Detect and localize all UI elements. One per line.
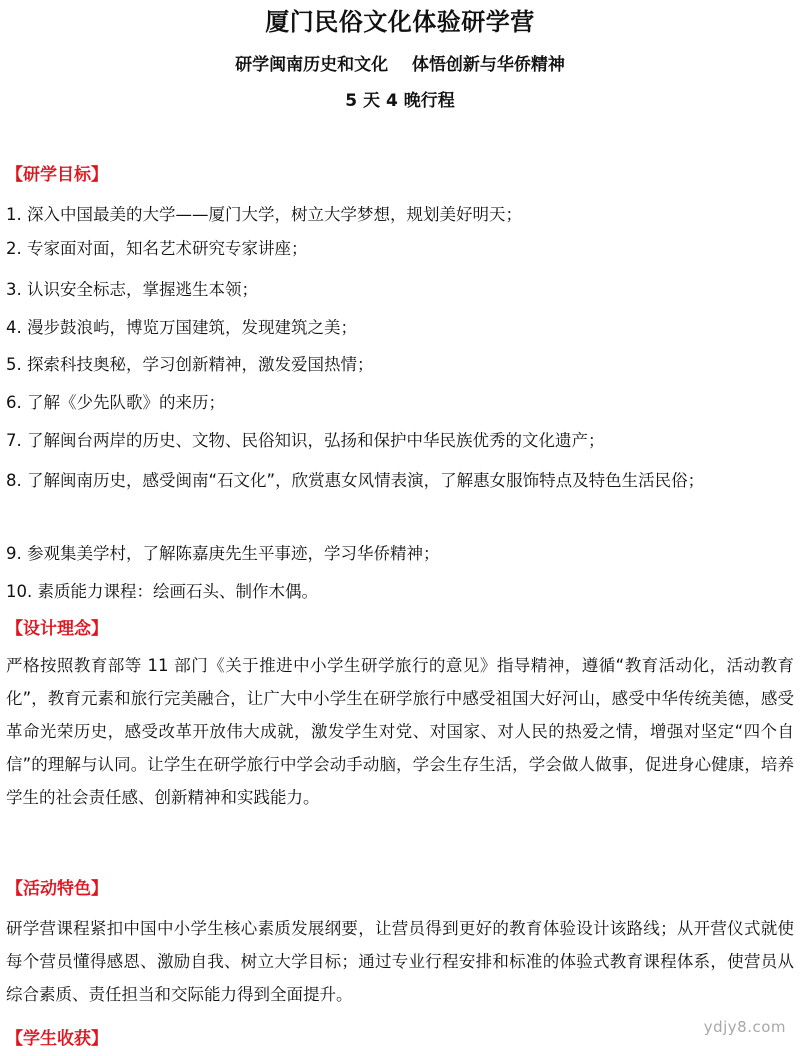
section-heading-features: 【活动特色】 xyxy=(6,879,108,899)
document-title: 厦门民俗文化体验研学营 xyxy=(265,8,535,36)
goal-item-1: 1. 深入中国最美的大学——厦门大学，树立大学梦想，规划美好明天； xyxy=(6,205,522,224)
section-heading-goals: 【研学目标】 xyxy=(6,165,108,185)
goal-item-9: 9. 参观集美学村，了解陈嘉庚先生平事迹，学习华侨精神； xyxy=(6,544,440,563)
goal-item-4: 4. 漫步鼓浪屿，博览万国建筑，发现建筑之美； xyxy=(6,318,357,337)
features-paragraph: 研学营课程紧扣中国中小学生核心素质发展纲要，让营员得到更好的教育体验设计该路线；从开营仪式就使每个营员懂得感恩、激励自我、树立大学目标；通过专业行程安排和标准的体验式教育课程体系，使营员从综合素质、责任担当和交际能力得到全面提升。 xyxy=(6,919,794,1004)
goal-item-6: 6. 了解《少先队歌》的来历； xyxy=(6,393,225,412)
goal-item-10: 10. 素质能力课程：绘画石头、制作木偶。 xyxy=(6,582,318,601)
goal-item-8: 8. 了解闽南历史，感受闽南“石文化”，欣赏惠女风情表演，了解惠女服饰特点及特色生活民俗； xyxy=(6,471,705,490)
concept-paragraph: 严格按照教育部等 11 部门《关于推进中小学生研学旅行的意见》指导精神，遵循“教育活动化，活动教育化”，教育元素和旅行完美融合，让广大中小学生在研学旅行中感受祖国大好河山，感受中华传统美德，感受革命光荣历史，感受改革开放伟大成就，激发学生对党、对国家、对人民的热爱之情，增强对坚定“四个自信”的理解与认同。让学生在研学旅行中学会动手动脑，学会生存生活，学会做人做事，促进身心健康，培养学生的社会责任感、创新精神和实践能力。 xyxy=(6,656,794,807)
goal-item-7: 7. 了解闽台两岸的历史、文物、民俗知识，弘扬和保护中华民族优秀的文化遗产； xyxy=(6,431,605,450)
watermark: ydjy8.com xyxy=(703,1018,786,1036)
document-subtitle: 研学闽南历史和文化 体悟创新与华侨精神 xyxy=(235,55,565,75)
goal-item-2: 2. 专家面对面，知名艺术研究专家讲座； xyxy=(6,239,308,258)
section-heading-gains: 【学生收获】 xyxy=(6,1029,108,1049)
goal-item-5: 5. 探索科技奥秘，学习创新精神，激发爱国热情； xyxy=(6,355,374,374)
trip-duration: 5 天 4 晚行程 xyxy=(345,91,455,111)
section-heading-concept: 【设计理念】 xyxy=(6,619,108,639)
goal-item-3: 3. 认识安全标志，掌握逃生本领； xyxy=(6,280,258,299)
